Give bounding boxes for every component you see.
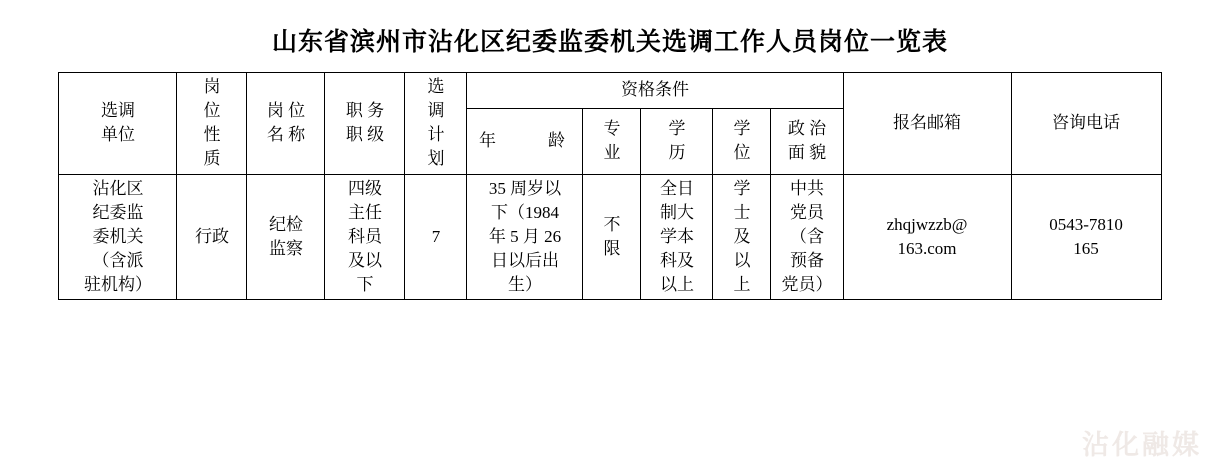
cell-plan-count: 7 <box>405 174 467 300</box>
document-page <box>0 22 1220 466</box>
header-post-nature: 岗 位 性 质 <box>177 73 247 175</box>
table-body <box>59 174 1161 300</box>
cell-age: 35 周岁以 下（1984 年 5 月 26 日以后出 生） <box>467 174 583 300</box>
cell-post-name: 纪检 监察 <box>247 174 325 300</box>
table-header-row-1 <box>59 73 1161 109</box>
header-email: 报名邮箱 <box>843 73 1011 175</box>
table-header <box>59 73 1161 175</box>
table-row <box>59 174 1161 300</box>
positions-table <box>58 72 1161 300</box>
header-major: 专 业 <box>583 108 641 174</box>
cell-post-nature: 行政 <box>177 174 247 300</box>
header-qualification-group: 资格条件 <box>467 73 843 109</box>
header-phone: 咨询电话 <box>1011 73 1161 175</box>
header-plan: 选 调 计 划 <box>405 73 467 175</box>
cell-phone: 0543-7810 165 <box>1011 174 1161 300</box>
header-education: 学 历 <box>641 108 713 174</box>
header-post-name: 岗 位 名 称 <box>247 73 325 175</box>
header-post-rank: 职 务 职 级 <box>325 73 405 175</box>
cell-post-rank: 四级 主任 科员 及以 下 <box>325 174 405 300</box>
cell-degree: 学 士 及 以 上 <box>713 174 771 300</box>
cell-political-status: 中共 党员 （含 预备 党员） <box>771 174 843 300</box>
cell-unit: 沾化区 纪委监 委机关 （含派 驻机构） <box>59 174 177 300</box>
header-age: 年 龄 <box>467 108 583 174</box>
cell-major: 不 限 <box>583 174 641 300</box>
cell-education: 全日 制大 学本 科及 以上 <box>641 174 713 300</box>
watermark: 沾化融媒 <box>1082 430 1202 460</box>
header-unit: 选调 单位 <box>59 73 177 175</box>
page-title: 山东省滨州市沾化区纪委监委机关选调工作人员岗位一览表 <box>271 29 948 56</box>
header-degree: 学 位 <box>713 108 771 174</box>
cell-email: zhqjwzzb@ 163.com <box>843 174 1011 300</box>
header-political-status: 政 治 面 貌 <box>771 108 843 174</box>
